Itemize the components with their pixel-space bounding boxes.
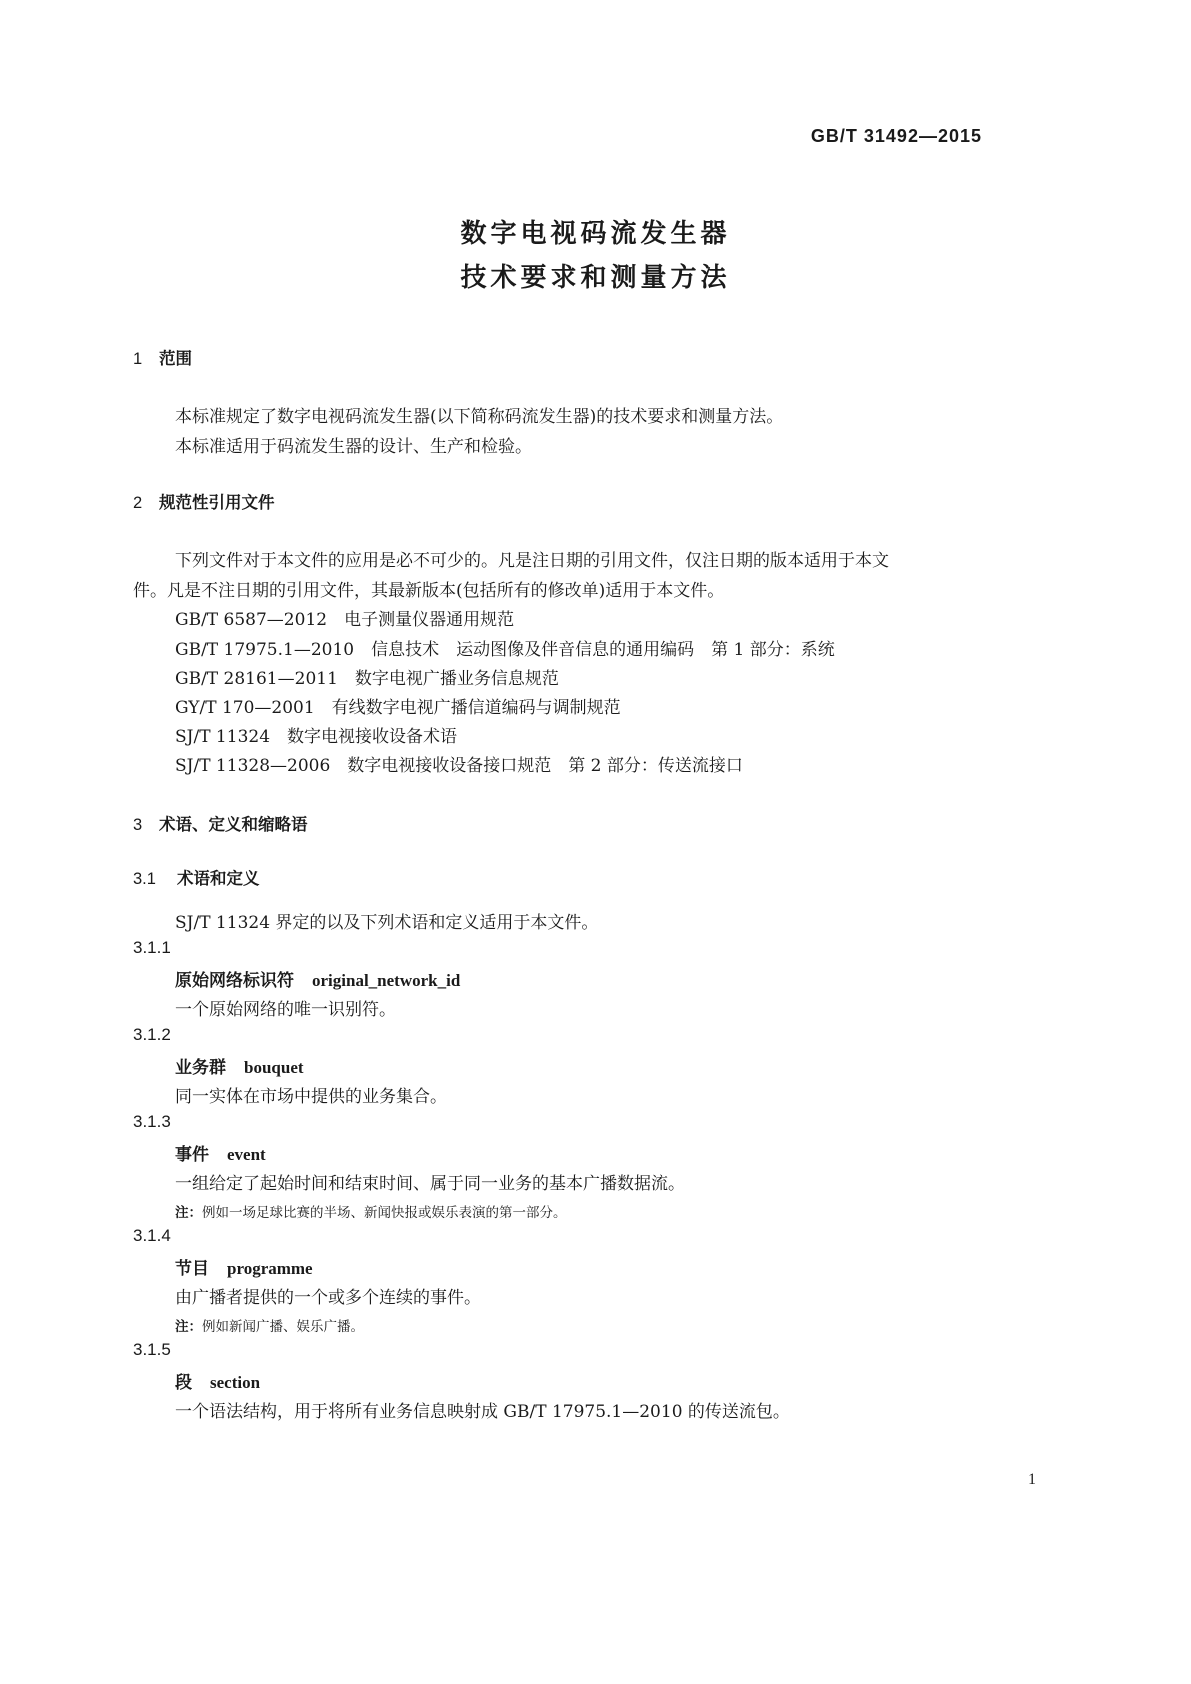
reference-item: GY/T 170—2001 有线数字电视广播信道编码与调制规范 — [175, 698, 621, 718]
terms-intro: SJ/T 11324 界定的以及下列术语和定义适用于本文件。 — [175, 913, 599, 933]
references-intro-line-2: 件。凡是不注日期的引用文件，其最新版本(包括所有的修改单)适用于本文件。 — [133, 581, 725, 601]
term-number: 3.1.3 — [133, 1112, 171, 1131]
reference-item: SJ/T 11324 数字电视接收设备术语 — [175, 727, 458, 747]
scope-paragraph-1: 本标准规定了数字电视码流发生器(以下简称码流发生器)的技术要求和测量方法。 — [175, 407, 784, 427]
section-title: 范围 — [159, 349, 192, 368]
section-number: 3.1 — [133, 870, 156, 888]
term-english: programme — [227, 1259, 313, 1278]
section-heading-1 — [133, 345, 192, 369]
term-chinese: 段 — [175, 1373, 192, 1393]
term-definition: 一组给定了起始时间和结束时间、属于同一业务的基本广播数据流。 — [175, 1174, 685, 1194]
note-label: 注： — [175, 1205, 202, 1221]
section-title: 术语、定义和缩略语 — [159, 815, 308, 834]
section-title: 规范性引用文件 — [159, 493, 275, 512]
scope-paragraph-2: 本标准适用于码流发生器的设计、生产和检验。 — [175, 437, 532, 457]
term-chinese: 节目 — [175, 1259, 209, 1279]
document-title-line-1: 数字电视码流发生器 — [460, 219, 731, 249]
section-number: 2 — [133, 494, 143, 512]
term-note — [175, 1315, 364, 1335]
term-english: bouquet — [244, 1058, 304, 1077]
section-heading-3 — [133, 811, 308, 835]
term-number: 3.1.2 — [133, 1025, 171, 1044]
section-heading-3-1 — [133, 865, 260, 889]
term-chinese: 事件 — [175, 1145, 209, 1165]
term-title — [175, 1140, 266, 1165]
section-number: 1 — [133, 350, 143, 368]
section-number: 3 — [133, 816, 143, 834]
reference-item: GB/T 6587—2012 电子测量仪器通用规范 — [175, 610, 515, 630]
term-english: section — [210, 1373, 261, 1392]
page-number: 1 — [1028, 1471, 1036, 1488]
term-definition: 由广播者提供的一个或多个连续的事件。 — [175, 1288, 481, 1308]
term-english: event — [227, 1145, 266, 1164]
term-number: 3.1.1 — [133, 938, 171, 957]
section-heading-2 — [133, 489, 275, 513]
references-intro-line-1: 下列文件对于本文件的应用是必不可少的。凡是注日期的引用文件，仅注日期的版本适用于本文 — [175, 551, 889, 571]
term-chinese: 原始网络标识符 — [175, 971, 294, 991]
term-title — [175, 1368, 260, 1393]
term-title — [175, 966, 460, 991]
reference-item: GB/T 17975.1—2010 信息技术 运动图像及伴音信息的通用编码 第 1 部分：系统 — [175, 640, 835, 660]
note-label: 注： — [175, 1319, 202, 1335]
term-chinese: 业务群 — [175, 1058, 226, 1078]
term-title — [175, 1053, 304, 1078]
section-title: 术语和定义 — [177, 869, 260, 888]
document-title-line-2: 技术要求和测量方法 — [460, 263, 731, 293]
term-definition: 一个语法结构，用于将所有业务信息映射成 GB/T 17975.1—2010 的传送流包。 — [175, 1402, 790, 1422]
note-text: 例如新闻广播、娱乐广播。 — [202, 1319, 364, 1335]
term-title — [175, 1254, 313, 1279]
reference-item: GB/T 28161—2011 数字电视广播业务信息规范 — [175, 669, 559, 689]
term-definition: 同一实体在市场中提供的业务集合。 — [175, 1087, 447, 1107]
reference-item: SJ/T 11328—2006 数字电视接收设备接口规范 第 2 部分：传送流接口 — [175, 756, 743, 776]
term-number: 3.1.5 — [133, 1340, 171, 1359]
term-number: 3.1.4 — [133, 1226, 171, 1245]
term-english: original_network_id — [312, 971, 461, 990]
term-definition: 一个原始网络的唯一识别符。 — [175, 1000, 396, 1020]
term-note — [175, 1201, 567, 1221]
standard-code: GB/T 31492—2015 — [810, 126, 982, 146]
note-text: 例如一场足球比赛的半场、新闻快报或娱乐表演的第一部分。 — [202, 1205, 567, 1221]
